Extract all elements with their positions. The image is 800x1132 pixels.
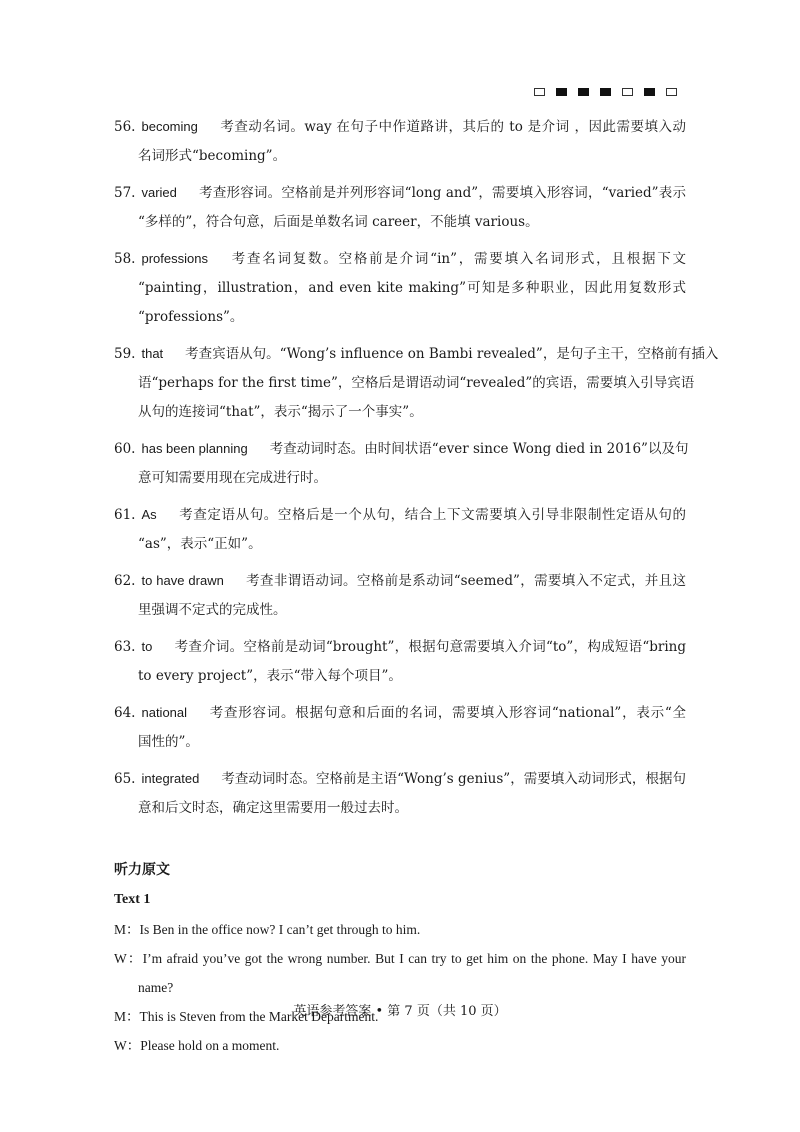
speaker-label: M： bbox=[114, 1009, 140, 1024]
answer-word: becoming bbox=[141, 119, 198, 134]
answer-word: As bbox=[141, 507, 157, 522]
answer-item bbox=[114, 698, 686, 757]
answer-item bbox=[114, 632, 686, 691]
answer-explanation: 考查定语从句。空格后是一个从句，结合上下文需要填入引导非限制性定语从句的 bbox=[178, 507, 686, 523]
page-mark-filled bbox=[556, 88, 567, 96]
answer-explanation-line: “professions”。 bbox=[138, 309, 244, 325]
page-mark-filled bbox=[644, 88, 655, 96]
answer-explanation: 考查形容词。空格前是并列形容词“long and”，需要填入形容词，“varied”表示 bbox=[198, 185, 686, 201]
answer-explanation-line: “多样的”，符合句意，后面是单数名词 career，不能填 various。 bbox=[138, 214, 539, 230]
page-mark-empty bbox=[666, 88, 677, 96]
section-title: 听力原文 bbox=[114, 862, 170, 878]
answer-number: 65. bbox=[114, 771, 136, 787]
speaker-label: W： bbox=[114, 1038, 141, 1053]
answer-word: has been planning bbox=[141, 441, 248, 456]
answer-explanation-line: 名词形式“becoming”。 bbox=[138, 148, 287, 164]
dialogue-line bbox=[114, 915, 686, 944]
answer-number: 64. bbox=[114, 705, 136, 721]
answer-word: to bbox=[141, 639, 153, 654]
answer-explanation: 考查动词时态。由时间状语“ever since Wong died in 2016”以及句 bbox=[269, 441, 689, 457]
answer-item bbox=[114, 178, 686, 237]
answer-number: 57. bbox=[114, 185, 136, 201]
answer-explanation: 考查形容词。根据句意和后面的名词，需要填入形容词“national”，表示“全 bbox=[209, 705, 686, 721]
answer-explanation-line: “painting，illustration，and even kite making”可知是多种职业，因此用复数形式 bbox=[138, 280, 686, 296]
answer-number: 61. bbox=[114, 507, 136, 523]
page-marks bbox=[534, 88, 677, 96]
answer-explanation-line: 意和后文时态，确定这里需要用一般过去时。 bbox=[138, 800, 408, 816]
dialogue-text: Is Ben in the office now? I can’t get through to him. bbox=[139, 922, 421, 937]
dialogue-text: This is Steven from the Market Department. bbox=[139, 1009, 379, 1024]
answer-explanation-line: 国性的”。 bbox=[138, 734, 199, 750]
answer-explanation: 考查名词复数。空格前是介词“in”，需要填入名词形式，且根据下文 bbox=[229, 251, 686, 267]
answer-explanation-line: 语“perhaps for the first time”，空格后是谓语动词“revealed”的宾语，需要填入引导宾语 bbox=[138, 375, 695, 391]
answer-word: that bbox=[141, 346, 164, 361]
answer-word: integrated bbox=[141, 771, 200, 786]
page-mark-empty bbox=[534, 88, 545, 96]
answer-item bbox=[114, 339, 719, 427]
text-title: Text 1 bbox=[114, 892, 151, 907]
answer-explanation: 考查非谓语动词。空格前是系动词“seemed”，需要填入不定式，并且这 bbox=[245, 573, 686, 589]
dialogue-line bbox=[114, 1031, 686, 1060]
dialogue-line: name? bbox=[138, 980, 174, 995]
answer-explanation-line: 里强调不定式的完成性。 bbox=[138, 602, 287, 618]
answer-item bbox=[114, 764, 686, 823]
answer-explanation: 考查宾语从句。“Wong’s influence on Bambi revealed”，是句子主干，空格前有插入 bbox=[185, 346, 719, 362]
answer-explanation: 考查介词。空格前是动词“brought”，根据句意需要填入介词“to”，构成短语“bring bbox=[174, 639, 686, 655]
answer-explanation-line: “as”，表示“正如”。 bbox=[138, 536, 262, 552]
answer-number: 56. bbox=[114, 119, 136, 135]
answer-item bbox=[114, 566, 686, 625]
page-footer: 英语参考答案 • 第 7 页（共 10 页） bbox=[293, 1004, 507, 1019]
answer-item bbox=[114, 500, 686, 559]
dialogue-text: I’m afraid you’ve got the wrong number. But I can try to get him on the phone. May I have your bbox=[142, 951, 686, 966]
dialogue-line bbox=[114, 944, 686, 973]
answer-item bbox=[114, 112, 686, 171]
answer-explanation-line: 从句的连接词“that”，表示“揭示了一个事实”。 bbox=[138, 404, 423, 420]
answer-explanation-line: to every project”，表示“带入每个项目”。 bbox=[138, 668, 402, 684]
answer-explanation: 考查动名词。way 在句子中作道路讲，其后的 to 是介词 ，因此需要填入动 bbox=[219, 119, 686, 135]
speaker-label: M： bbox=[114, 922, 140, 937]
answer-number: 59. bbox=[114, 346, 136, 362]
answer-word: varied bbox=[141, 185, 177, 200]
answer-word: to have drawn bbox=[141, 573, 224, 588]
answer-number: 60. bbox=[114, 441, 136, 457]
speaker-label: W： bbox=[114, 951, 143, 966]
answer-number: 58. bbox=[114, 251, 136, 267]
answer-explanation: 考查动词时态。空格前是主语“Wong’s genius”，需要填入动词形式，根据句 bbox=[221, 771, 686, 787]
answer-number: 62. bbox=[114, 573, 136, 589]
dialogue-text: Please hold on a moment. bbox=[140, 1038, 280, 1053]
answer-explanation-line: 意可知需要用现在完成进行时。 bbox=[138, 470, 327, 486]
answer-content bbox=[114, 112, 719, 1060]
answer-word: national bbox=[141, 705, 188, 720]
answer-number: 63. bbox=[114, 639, 136, 655]
answer-item bbox=[114, 434, 689, 493]
answer-word: professions bbox=[141, 251, 208, 266]
page-mark-empty bbox=[622, 88, 633, 96]
page-mark-filled bbox=[600, 88, 611, 96]
page-mark-filled bbox=[578, 88, 589, 96]
answer-item bbox=[114, 244, 686, 332]
